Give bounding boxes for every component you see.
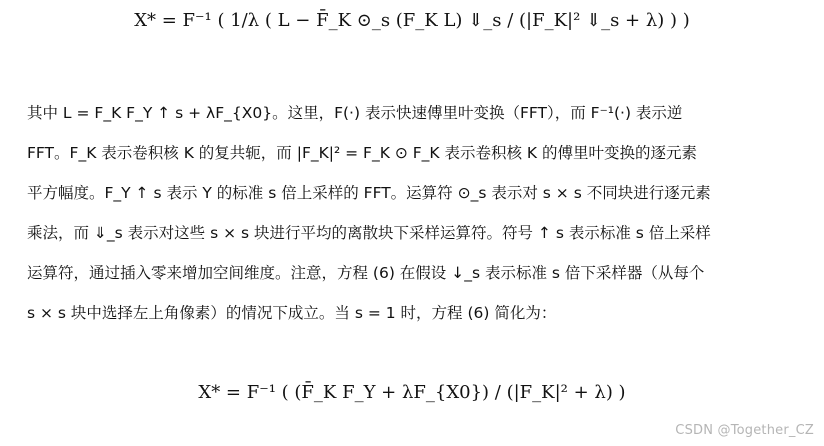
equation-bottom	[0, 384, 824, 402]
paragraph-line-2: FFT。F_K 表示卷积核 K 的复共轭，而 |F_K|² = F_K ⊙ F_K 表示卷积核 K 的傅里叶变换的逐元素	[27, 144, 698, 162]
equation-bottom-text: X* = F⁻¹ ( (F̄_K F_Y + λF_{X0}) / (|F_K|² + λ) )	[198, 382, 626, 403]
paragraph-line-1: 其中 L = F_K F_Y ↑ s + λF_{X0}。这里，F(·) 表示快速傅里叶变换（FFT），而 F⁻¹(·) 表示逆	[27, 104, 683, 122]
paragraph-line-6: s × s 块中选择左上角像素）的情况下成立。当 s = 1 时，方程 (6) 简化为：	[27, 304, 557, 322]
csdn-watermark: CSDN @Together_CZ	[675, 423, 814, 438]
paragraph-line-5: 运算符，通过插入零来增加空间维度。注意，方程 (6) 在假设 ↓_s 表示标准 s 倍下采样器（从每个	[27, 264, 705, 282]
paragraph-line-4: 乘法，而 ⇓_s 表示对这些 s × s 块进行平均的离散块下采样运算符。符号 ↑ s 表示标准 s 倍上采样	[27, 224, 711, 242]
equation-top	[0, 12, 824, 30]
equation-top-text: X* = F⁻¹ ( 1/λ ( L − F̄_K ⊙_s (F_K L) ⇓_s / (|F_K|² ⇓_s + λ) ) )	[134, 10, 690, 31]
paragraph-line-3: 平方幅度。F_Y ↑ s 表示 Y 的标准 s 倍上采样的 FFT。运算符 ⊙_s 表示对 s × s 不同块进行逐元素	[27, 184, 711, 202]
explanation-paragraph	[27, 93, 797, 333]
